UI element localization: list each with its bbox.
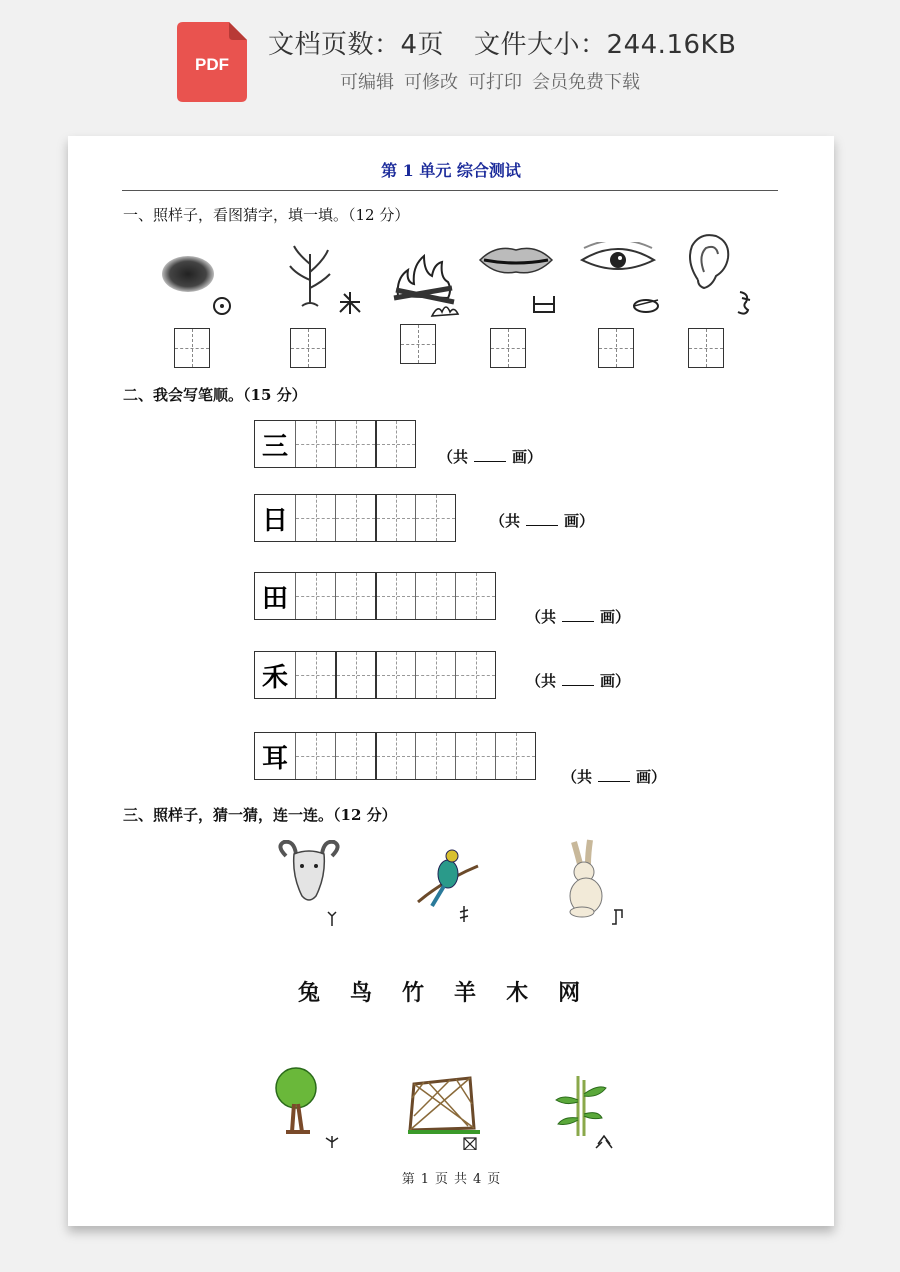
page-count: 文档页数：4页 bbox=[268, 30, 445, 60]
section-2-heading: 二、我会写笔顺。（15 分） bbox=[123, 386, 307, 404]
feature-list bbox=[340, 68, 650, 94]
character-options bbox=[298, 976, 610, 1007]
stroke-count-1: （共 画） bbox=[438, 448, 543, 466]
tree-picture-icon[interactable] bbox=[272, 1066, 344, 1148]
stroke-count-blank-5[interactable] bbox=[598, 769, 630, 782]
option-niao[interactable]: 鸟 bbox=[350, 980, 373, 1006]
stroke-char-5: 耳 bbox=[255, 733, 295, 779]
answer-box-2[interactable] bbox=[290, 328, 326, 368]
rabbit-picture-icon[interactable] bbox=[556, 838, 628, 926]
feature-printable: 可打印 bbox=[468, 72, 522, 93]
option-yang[interactable]: 羊 bbox=[454, 980, 477, 1006]
stroke-char-2: 日 bbox=[255, 495, 295, 541]
ear-picture-icon bbox=[684, 232, 754, 316]
stroke-strip-3[interactable] bbox=[254, 572, 496, 620]
sheep-picture-icon[interactable] bbox=[274, 840, 344, 926]
stroke-count-blank-4[interactable] bbox=[562, 673, 594, 686]
option-zhu[interactable]: 竹 bbox=[402, 980, 425, 1006]
file-size: 文件大小：244.16KB bbox=[474, 30, 737, 60]
answer-box-3[interactable] bbox=[400, 324, 436, 364]
stroke-char-1: 三 bbox=[255, 421, 295, 467]
stroke-strip-5[interactable] bbox=[254, 732, 536, 780]
stroke-count-5: （共 画） bbox=[562, 768, 667, 786]
feature-member-download: 会员免费下载 bbox=[532, 72, 640, 93]
stroke-count-blank-1[interactable] bbox=[474, 449, 506, 462]
stroke-strip-1[interactable] bbox=[254, 420, 416, 468]
answer-box-1[interactable] bbox=[174, 328, 210, 368]
title-divider bbox=[122, 190, 778, 191]
stroke-count-3: （共 画） bbox=[526, 608, 631, 626]
doc-title: 第 1 单元 综合测试 bbox=[381, 161, 521, 180]
bamboo-picture-icon[interactable] bbox=[548, 1070, 620, 1150]
stroke-count-4: （共 画） bbox=[526, 672, 631, 690]
sun-picture-icon bbox=[160, 254, 240, 316]
document-page bbox=[68, 136, 834, 1226]
feature-modifiable: 可修改 bbox=[404, 72, 458, 93]
eye-picture-icon bbox=[578, 242, 662, 314]
feature-editable: 可编辑 bbox=[340, 72, 394, 93]
download-header bbox=[0, 0, 900, 130]
grain-plant-picture-icon bbox=[280, 244, 372, 316]
fire-picture-icon bbox=[390, 248, 462, 318]
answer-box-5[interactable] bbox=[598, 328, 634, 368]
stroke-count-2: （共 画） bbox=[490, 512, 595, 530]
option-tu[interactable]: 兔 bbox=[298, 980, 321, 1006]
option-wang[interactable]: 网 bbox=[558, 980, 581, 1006]
stroke-char-4: 禾 bbox=[255, 652, 295, 698]
mouth-picture-icon bbox=[476, 242, 556, 316]
answer-box-6[interactable] bbox=[688, 328, 724, 368]
stroke-char-3: 田 bbox=[255, 573, 295, 619]
bird-picture-icon[interactable] bbox=[414, 844, 484, 926]
answer-box-4[interactable] bbox=[490, 328, 526, 368]
option-mu[interactable]: 木 bbox=[506, 980, 529, 1006]
section-3-heading: 三、照样子，猜一猜，连一连。（12 分） bbox=[123, 806, 397, 824]
stroke-strip-4[interactable] bbox=[254, 651, 496, 699]
page-footer: 第 1 页 共 4 页 bbox=[401, 1172, 501, 1187]
file-info bbox=[268, 24, 736, 61]
stroke-count-blank-3[interactable] bbox=[562, 609, 594, 622]
net-picture-icon[interactable] bbox=[406, 1074, 482, 1150]
section-1-heading: 一、照样子，看图猜字，填一填。（12 分） bbox=[123, 206, 410, 224]
pdf-file-icon bbox=[177, 22, 247, 102]
pdf-badge-text: PDF bbox=[195, 55, 229, 74]
stroke-count-blank-2[interactable] bbox=[526, 513, 558, 526]
stroke-strip-2[interactable] bbox=[254, 494, 456, 542]
